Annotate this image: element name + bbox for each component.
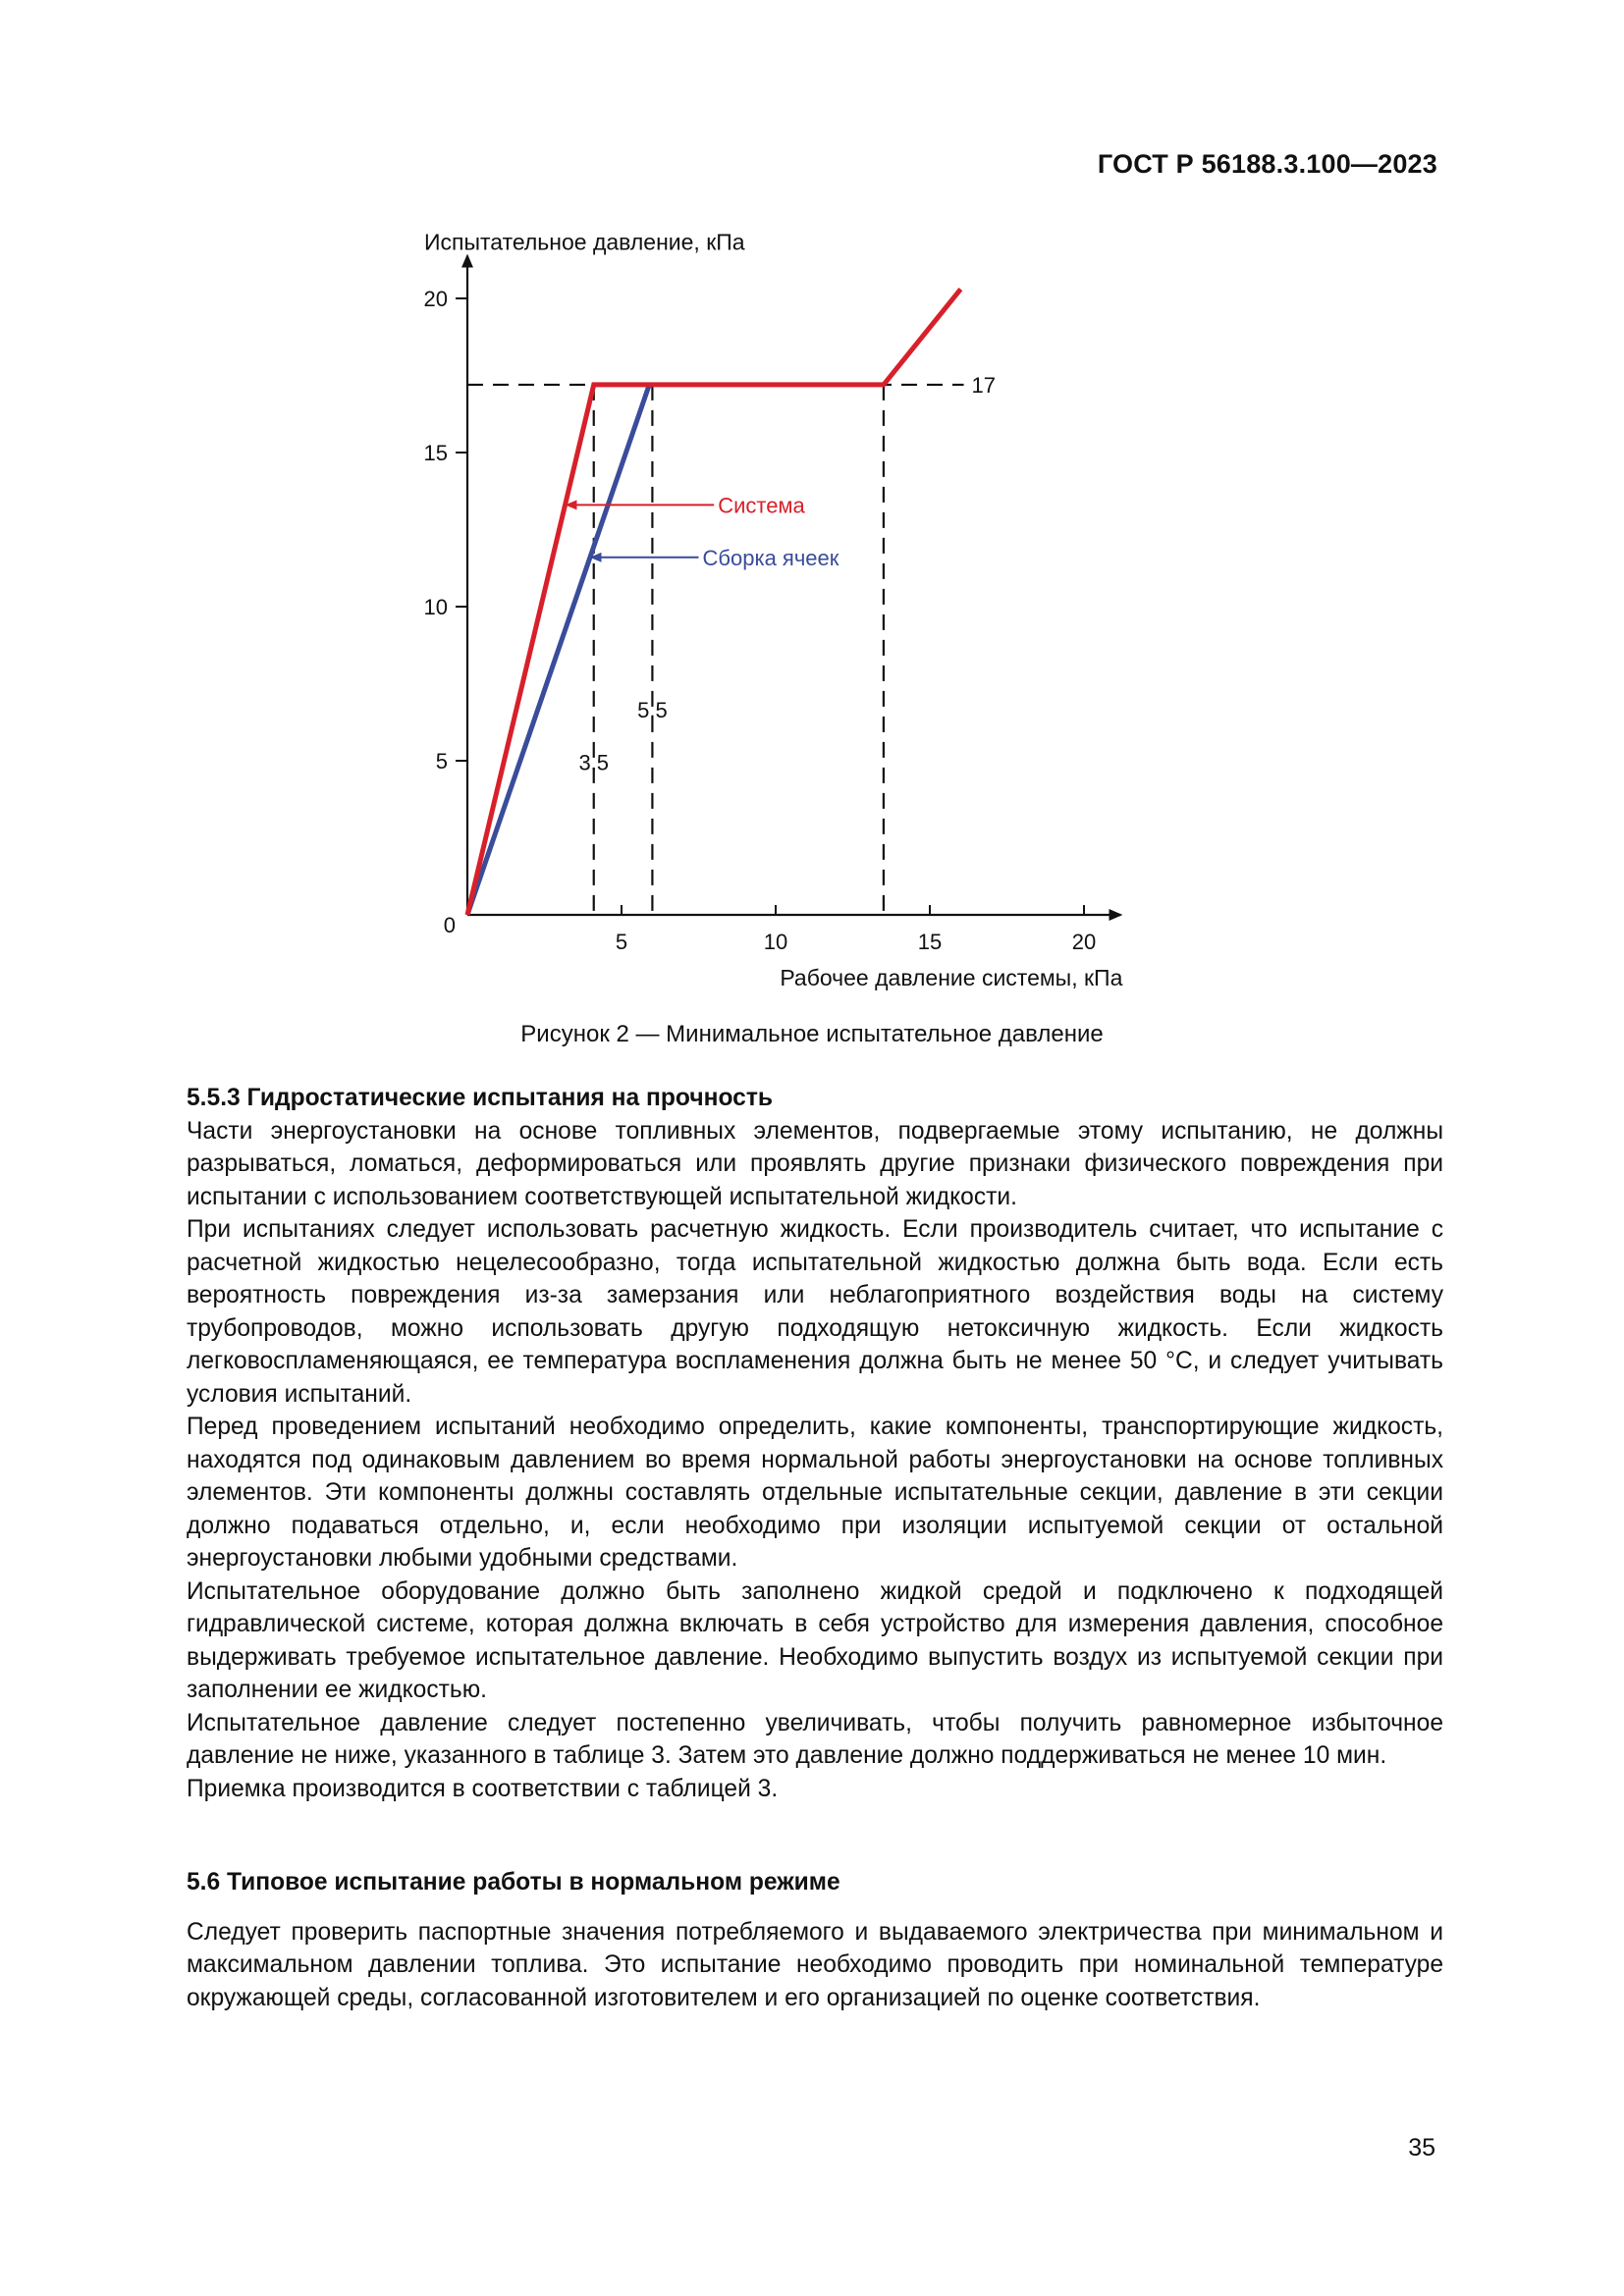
origin-label: 0 bbox=[443, 913, 456, 937]
x-axis-title: Рабочее давление системы, кПа bbox=[780, 965, 1123, 990]
section-5-5-3-title: 5.5.3 Гидростатические испытания на прочность bbox=[187, 1085, 773, 1111]
y-tick-label: 5 bbox=[435, 749, 448, 774]
section-5-5-3 bbox=[187, 1082, 1443, 1805]
paragraph: Приемка производится в соответствии с таблицей 3. bbox=[187, 1775, 779, 1802]
paragraph: Испытательное оборудование должно быть заполнено жидкой средой и подключено к подходящей гидравлической системе, которая должна включать в себя устройство для измерения давления, способное выдерживать требуемое испытательное давление. Необходимо выпустить воздух из испытуемой секции при заполнении ее жидкостью. bbox=[187, 1577, 1443, 1703]
document-header: ГОСТ Р 56188.3.100—2023 bbox=[1097, 149, 1437, 179]
annotation-label: Система bbox=[718, 493, 805, 518]
reference-label: 5,5 bbox=[637, 698, 668, 723]
x-tick-label: 15 bbox=[917, 930, 943, 954]
y-tick-label: 15 bbox=[423, 441, 448, 465]
series-line bbox=[467, 290, 960, 915]
y-tick-label: 20 bbox=[423, 287, 448, 311]
y-tick-label: 10 bbox=[423, 595, 448, 619]
y-axis-title: Испытательное давление, кПа bbox=[424, 229, 745, 255]
reference-label: 3,5 bbox=[578, 750, 610, 775]
pressure-chart bbox=[0, 0, 1624, 1021]
paragraph: Перед проведением испытаний необходимо определить, какие компоненты, транспортирующие жидкость, находятся под одинаковым давлением во время нормальной работы энергоустановки на основе топливных элементов. Эти компоненты должны составлять отдельные испытательные секции, давление в эти секции должно подаваться отдельно, и, если необходимо при изоляции испытуемой секции от остальной энергоустановки любыми удобными средствами. bbox=[187, 1414, 1443, 1572]
section-5-6-title: 5.6 Типовое испытание работы в нормальном режиме bbox=[187, 1869, 840, 1896]
paragraph: При испытаниях следует использовать расчетную жидкость. Если производитель считает, что испытание с расчетной жидкостью нецелесообразно, тогда испытательной жидкостью должна быть вода. Если есть вероятность повреждения из-за замерзания или неблагоприятного воздействия воды на систему трубопроводов, можно использовать другую подходящую нетоксичную жидкость. Если жидкость легковоспламеняющаяся, ее температура воспламенения должна быть не менее 50 °С, и следует учитывать условия испытаний. bbox=[187, 1216, 1443, 1408]
paragraph: Следует проверить паспортные значения потребляемого и выдаваемого электричества при минимальном и максимальном давлении топлива. Это испытание необходимо проводить при номинальной температуре окружающей среды, согласованной изготовителем и его организацией по оценке соответствия. bbox=[187, 1918, 1443, 2011]
series-line bbox=[467, 385, 649, 915]
paragraph: Испытательное давление следует постепенно увеличивать, чтобы получить равномерное избыточное давление не ниже, указанного в таблице 3. Затем это давление должно поддерживаться не менее 10 мин. bbox=[187, 1709, 1443, 1769]
page-number: 35 bbox=[1408, 2134, 1435, 2162]
reference-label-17: 17 bbox=[971, 372, 997, 398]
x-tick-label: 10 bbox=[763, 930, 788, 954]
section-5-6 bbox=[187, 1866, 1443, 2014]
x-tick-label: 5 bbox=[615, 930, 628, 954]
x-tick-label: 20 bbox=[1071, 930, 1097, 954]
annotation-label: Сборка ячеек bbox=[702, 545, 839, 570]
figure-caption: Рисунок 2 — Минимальное испытательное давление bbox=[520, 1021, 1104, 1047]
paragraph: Части энергоустановки на основе топливных элементов, подвергаемые этому испытанию, не должны разрываться, ломаться, деформироваться или проявлять другие признаки физического повреждения при испытании с использованием соответствующей испытательной жидкости. bbox=[187, 1117, 1443, 1210]
